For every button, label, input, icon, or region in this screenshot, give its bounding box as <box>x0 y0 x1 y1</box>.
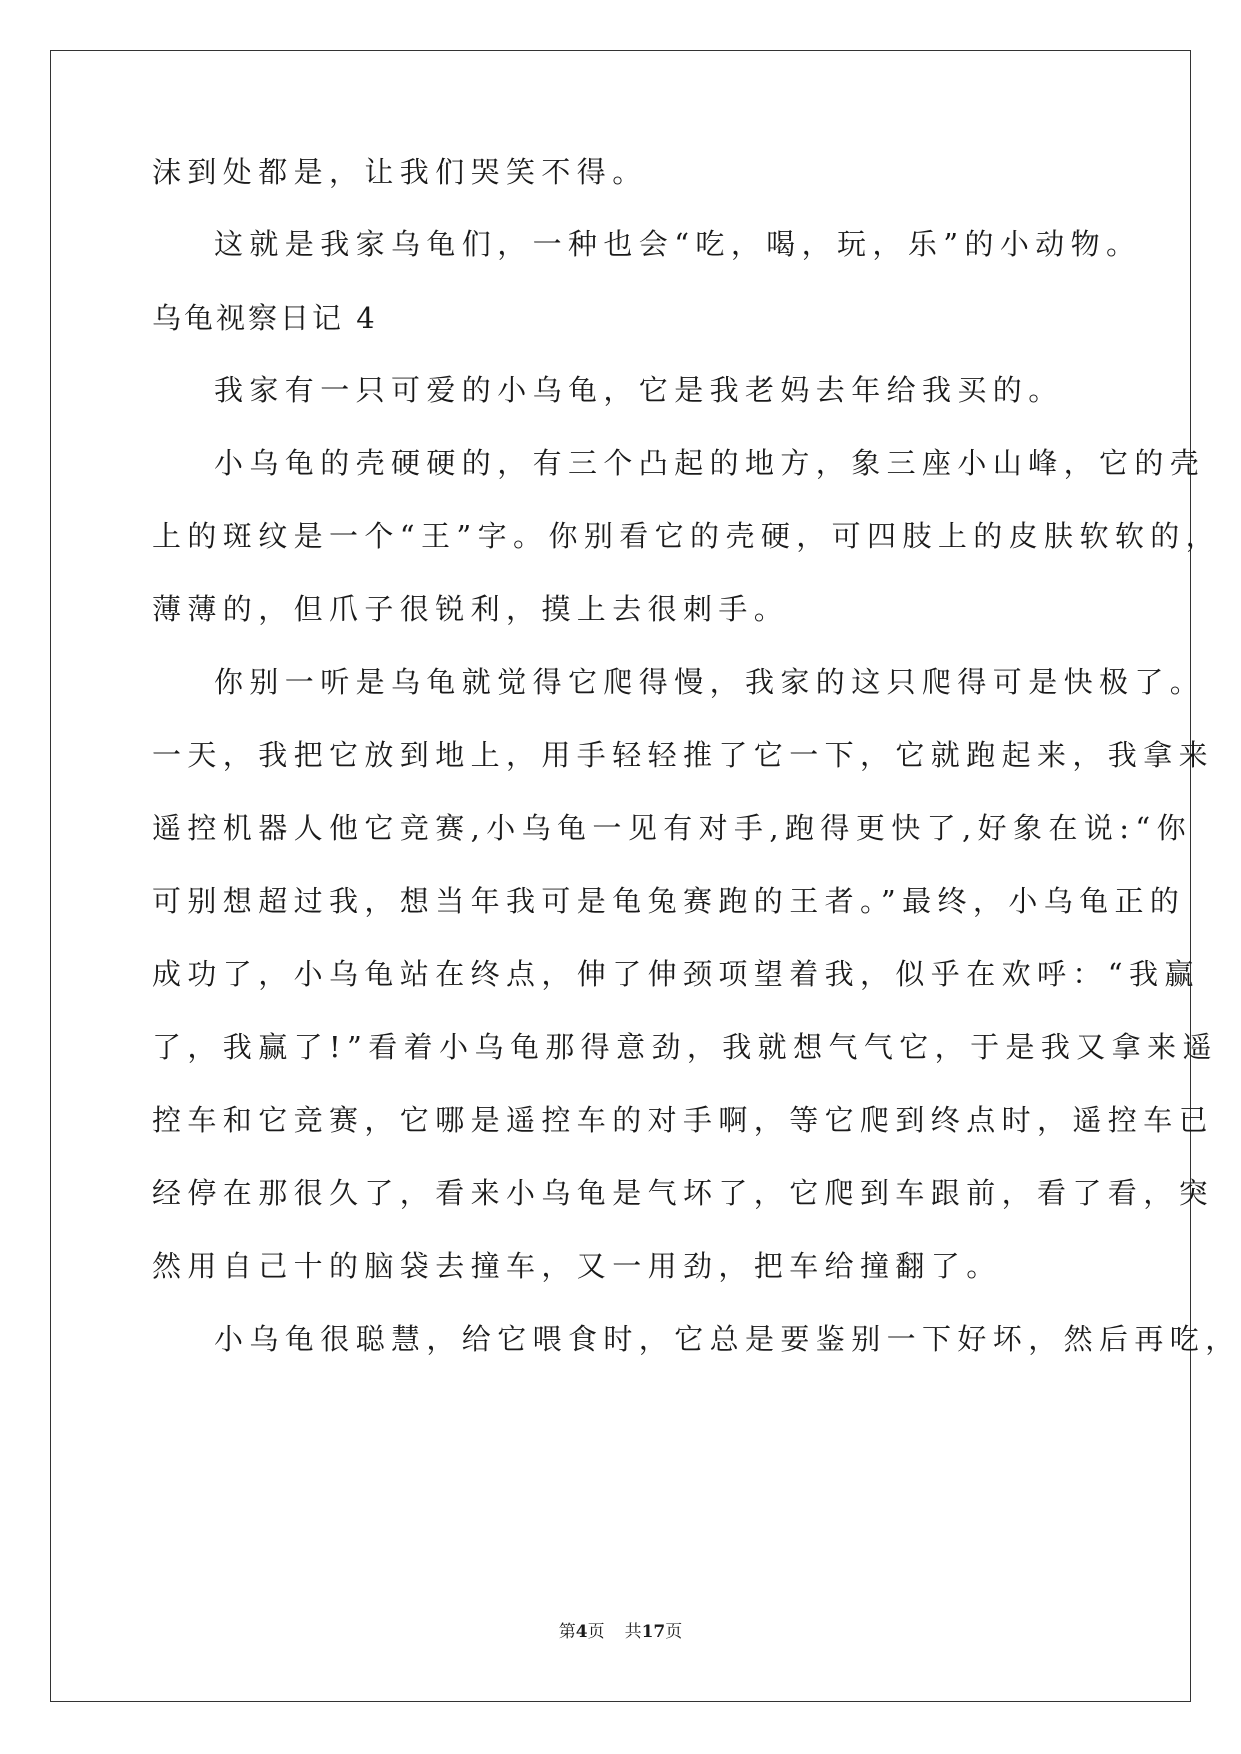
text-line: 薄薄的，但爪子很锐利，摸上去很刺手。 <box>152 592 790 626</box>
text-line: 遥控机器人他它竞赛,小乌龟一见有对手,跑得更快了,好象在说:“你 <box>152 811 1193 845</box>
text-line: 经停在那很久了，看来小乌龟是气坏了，它爬到车跟前，看了看，突 <box>152 1176 1215 1210</box>
footer-total-number: 17 <box>641 1622 666 1642</box>
text-line: 可别想超过我，想当年我可是龟兔赛跑的王者。”最终，小乌龟正的 <box>152 884 1186 918</box>
section-heading: 乌龟视察日记 4 <box>152 301 378 335</box>
text-line: 然用自己十的脑袋去撞车，又一用劲，把车给撞翻了。 <box>152 1249 1002 1283</box>
text-line: 小乌龟的壳硬硬的，有三个凸起的地方，象三座小山峰，它的壳 <box>214 446 1206 480</box>
text-line: 成功了，小乌龟站在终点，伸了伸颈项望着我，似乎在欢呼：“我赢 <box>152 957 1200 991</box>
footer-total-suffix: 页 <box>665 1622 683 1642</box>
text-line: 一天，我把它放到地上，用手轻轻推了它一下，它就跑起来，我拿来 <box>152 738 1215 772</box>
footer-total-prefix: 共 <box>624 1622 642 1642</box>
footer-page-suffix: 页 <box>587 1622 605 1642</box>
text-line: 沫到处都是，让我们哭笑不得。 <box>152 155 648 189</box>
text-line: 小乌龟很聪慧，给它喂食时，它总是要鉴别一下好坏，然后再吃， <box>214 1322 1241 1356</box>
text-line: 你别一听是乌龟就觉得它爬得慢，我家的这只爬得可是快极了。 <box>214 665 1206 699</box>
text-line: 我家有一只可爱的小乌龟，它是我老妈去年给我买的。 <box>214 373 1064 407</box>
page-footer <box>0 1620 1241 1644</box>
text-line: 控车和它竞赛，它哪是遥控车的对手啊，等它爬到终点时，遥控车已 <box>152 1103 1215 1137</box>
footer-page-prefix: 第 <box>558 1622 576 1642</box>
text-line: 上的斑纹是一个“王”字。你别看它的壳硬，可四肢上的皮肤软软的， <box>152 519 1222 553</box>
text-line: 这就是我家乌龟们，一种也会“吃，喝，玩，乐”的小动物。 <box>214 227 1142 261</box>
text-line: 了，我赢了!”看着小乌龟那得意劲，我就想气气它，于是我又拿来遥 <box>152 1030 1218 1064</box>
footer-page-number: 4 <box>575 1622 588 1642</box>
